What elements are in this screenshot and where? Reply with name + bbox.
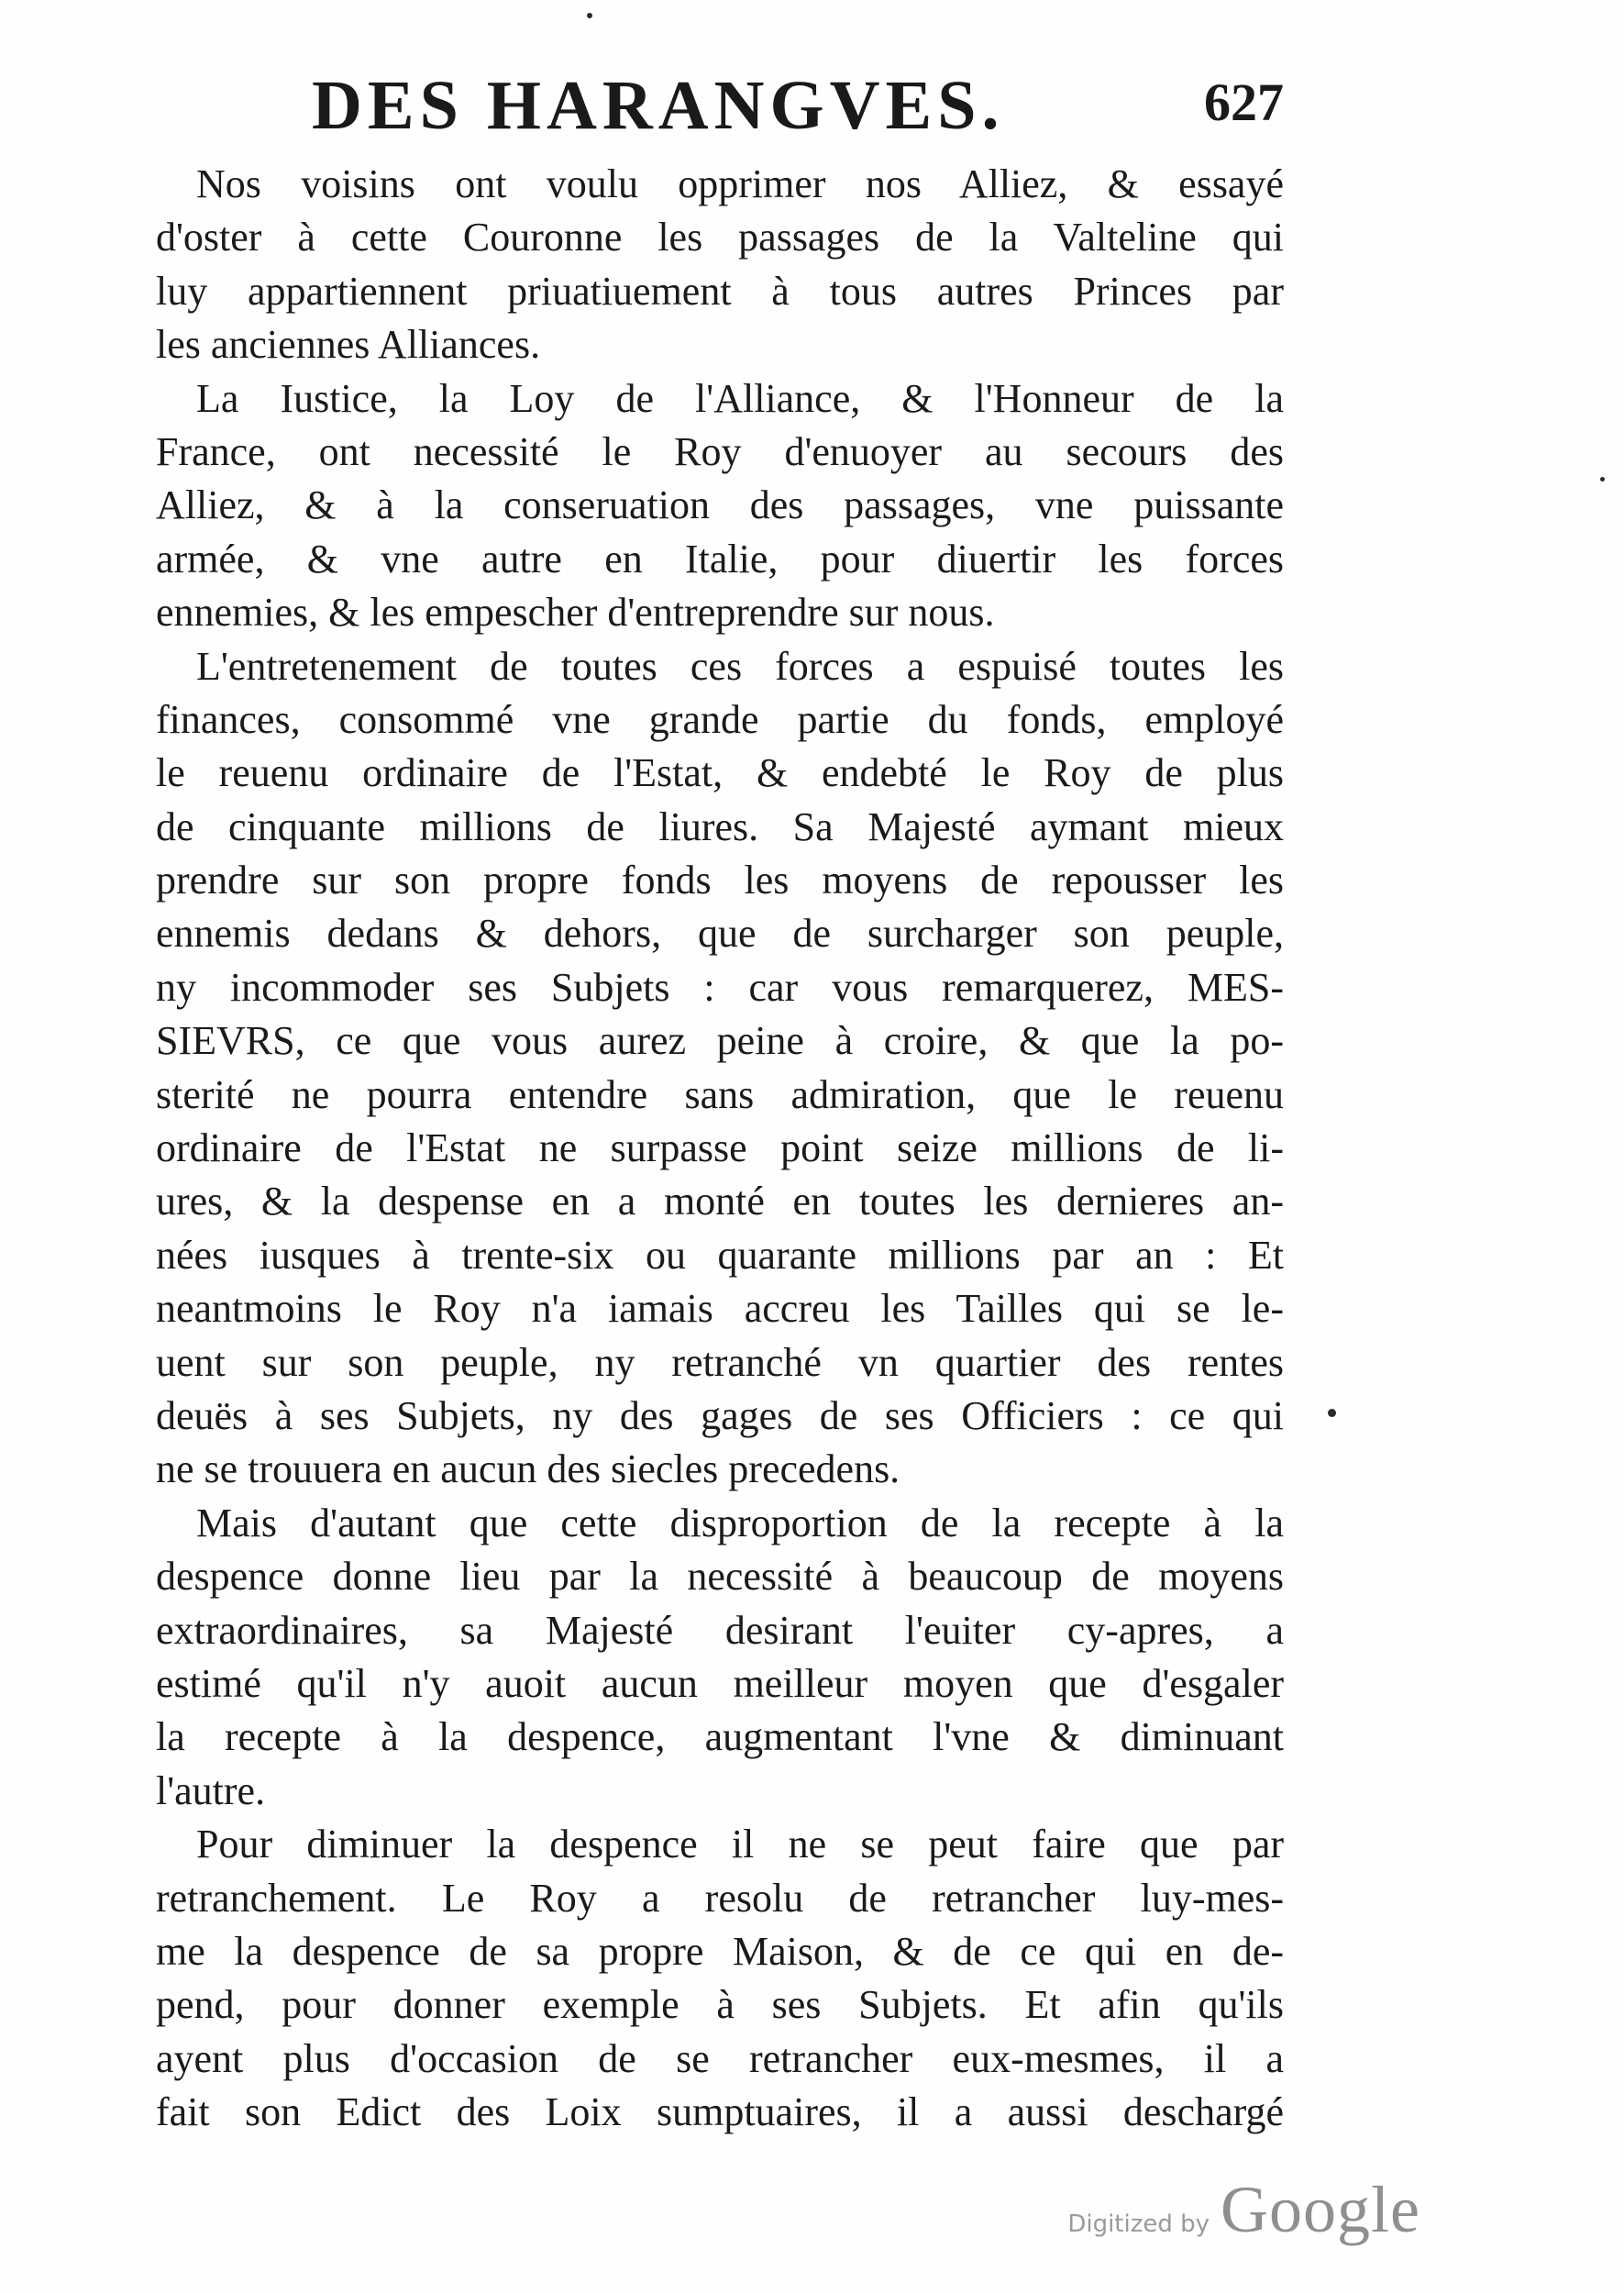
text-line: Mais d'autant que cette disproportion de la recepte à la <box>196 1500 1284 1545</box>
scan-speck <box>587 13 592 18</box>
text-line: Nos voisins ont voulu opprimer nos Alliez, & essayé <box>196 161 1284 206</box>
text-line: La Iustice, la Loy de l'Alliance, & l'Honneur de la <box>196 375 1284 421</box>
text-line: sterité ne pourra entendre sans admiration, que le reuenu <box>156 1071 1284 1117</box>
text-line: ures, & la despense en a monté en toutes les dernieres an- <box>156 1179 1284 1224</box>
text-line: prendre sur son propre fonds les moyens de repousser les <box>156 858 1284 903</box>
text-line: ny incommoder ses Subjets : car vous remarquerez, MES- <box>156 964 1284 1010</box>
text-line: de cinquante millions de liures. Sa Majesté aymant mieux <box>156 803 1284 849</box>
text-line: L'entretenement de toutes ces forces a espuisé toutes les <box>196 643 1284 689</box>
text-line: uent sur son peuple, ny retranché vn quartier des rentes <box>156 1339 1284 1385</box>
text-line: ordinaire de l'Estat ne surpasse point seize millions de li- <box>156 1125 1284 1171</box>
text-line: fait son Edict des Loix sumptuaires, il a aussi deschargé <box>156 2089 1284 2135</box>
paragraph-2 <box>156 372 1284 640</box>
google-logo: Google <box>1221 2173 1420 2246</box>
running-head <box>312 66 1284 149</box>
text-line: armée, & vne autre en Italie, pour diuertir les forces <box>156 536 1284 582</box>
text-line: despence donne lieu par la necessité à beaucoup de moyens <box>156 1554 1284 1600</box>
scan-speck <box>1600 477 1605 482</box>
text-line: retranchement. Le Roy a resolu de retrancher luy-mes- <box>156 1875 1284 1921</box>
text-line: pend, pour donner exemple à ses Subjets. Et afin qu'ils <box>156 1982 1284 2028</box>
page-number: 627 <box>1204 72 1284 132</box>
watermark-prefix: Digitized by <box>1067 2210 1210 2238</box>
text-line: ne se trouuera en aucun des siecles precedens. <box>156 1446 900 1492</box>
text-line: la recepte à la despence, augmentant l'vne & diminuant <box>156 1714 1284 1760</box>
paragraph-1 <box>156 158 1284 372</box>
text-line: France, ont necessité le Roy d'enuoyer au secours des <box>156 428 1284 474</box>
text-line: ennemies, & les empescher d'entreprendre sur nous. <box>156 590 995 636</box>
text-line: le reuenu ordinaire de l'Estat, & endebté le Roy de plus <box>156 750 1284 796</box>
running-title: DES HARANGVES. <box>312 67 1005 144</box>
text-line: neantmoins le Roy n'a iamais accreu les Tailles qui se le- <box>156 1286 1284 1332</box>
text-line: Pour diminuer la despence il ne se peut faire que par <box>196 1822 1284 1867</box>
text-line: me la despence de sa propre Maison, & de ce qui en de- <box>156 1928 1284 1974</box>
scan-speck <box>1328 1409 1336 1417</box>
text-line: nées iusques à trente-six ou quarante millions par an : Et <box>156 1232 1284 1278</box>
text-line: ayent plus d'occasion de se retrancher eux-mesmes, il a <box>156 2035 1284 2081</box>
text-line: ennemis dedans & dehors, que de surcharger son peuple, <box>156 911 1284 957</box>
paragraph-3 <box>156 640 1284 1497</box>
text-line: extraordinaires, sa Majesté desirant l'euiter cy-apres, a <box>156 1607 1284 1653</box>
text-line: estimé qu'il n'y auoit aucun meilleur moyen que d'esgaler <box>156 1660 1284 1706</box>
text-line: les anciennes Alliances. <box>156 322 541 368</box>
text-line: deuës à ses Subjets, ny des gages de ses Officiers : ce qui <box>156 1392 1284 1438</box>
text-line: finances, consommé vne grande partie du fonds, employé <box>156 696 1284 742</box>
body-text <box>156 158 1284 2139</box>
digitized-watermark <box>1067 2172 1420 2248</box>
text-line: luy appartiennent priuatiuement à tous autres Princes par <box>156 268 1284 314</box>
paragraph-5 <box>156 1818 1284 2139</box>
paragraph-4 <box>156 1497 1284 1818</box>
text-line: l'autre. <box>156 1767 266 1813</box>
text-line: d'oster à cette Couronne les passages de la Valteline qui <box>156 215 1284 260</box>
text-line: Alliez, & à la conseruation des passages, vne puissante <box>156 482 1284 528</box>
text-line: SIEVRS, ce que vous aurez peine à croire, & que la po- <box>156 1018 1284 1064</box>
